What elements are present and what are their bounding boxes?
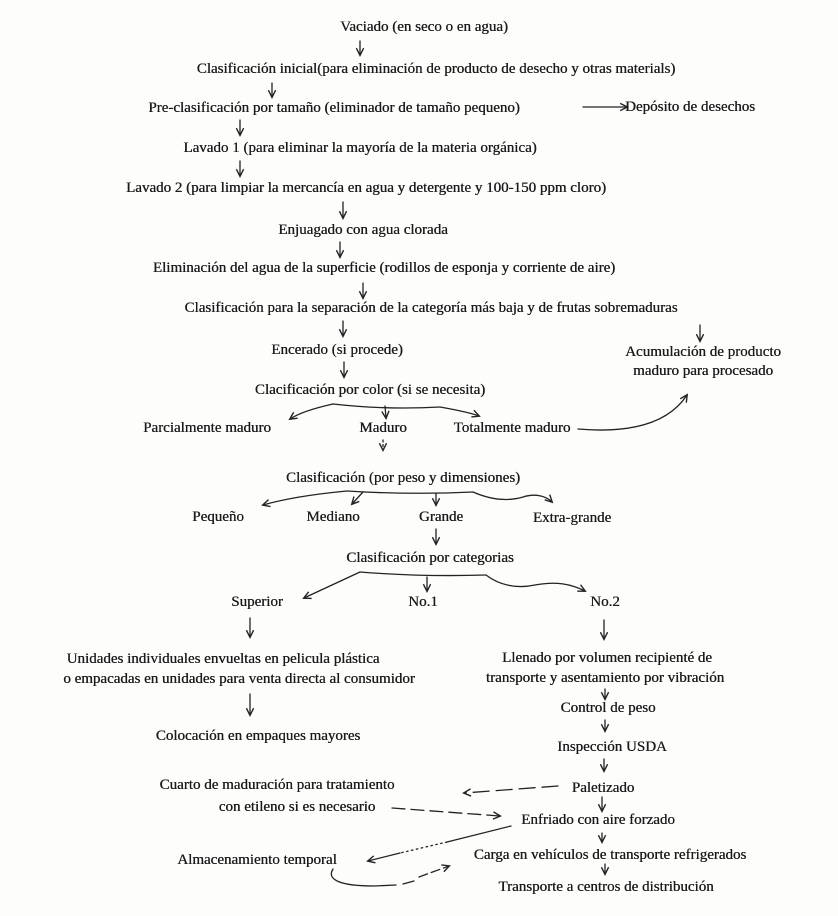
node-vaciado: Vaciado (en seco o en agua) [340, 19, 508, 35]
node-eliminacion-agua: Eliminación del agua de la superficie (rodillos de esponja y corriente de aire) [152, 260, 616, 276]
node-llenado-line1: Llenado por volumen recipienté de [502, 650, 712, 666]
node-no1: No.1 [408, 594, 438, 610]
edge-etileno-to-enfriado-dashed-arrow [392, 808, 500, 816]
edge-color-to-parcialmente-arrow [290, 404, 333, 419]
edge-peso-to-pequeno-arrow [263, 491, 347, 505]
node-no2: No.2 [590, 594, 620, 610]
edge-color-fan-bracket [333, 404, 440, 408]
node-mediano: Mediano [306, 509, 360, 525]
edge-color-to-maduro-arrow [385, 406, 386, 418]
node-enjuagado: Enjuagado con agua clorada [278, 222, 448, 238]
edge-color-to-totalmente-arrow [440, 407, 479, 416]
node-parcialmente-maduro: Parcialmente maduro [143, 420, 271, 436]
node-encerado: Encerado (si procede) [271, 342, 403, 358]
edge-peso-to-extragrande-arrow [473, 492, 552, 502]
edge-categorias-to-no2-arrow [486, 575, 585, 591]
edge-almacenamiento-to-carga-arrow [419, 866, 449, 877]
edge-almacenamiento-underline-curve [331, 869, 396, 886]
node-transporte: Transporte a centros de distribución [498, 879, 714, 895]
node-maduro: Maduro [359, 420, 407, 436]
node-clacificacion-color: Clacificación por color (si se necesita) [254, 382, 486, 398]
edge-totalmente-to-acumulacion-curve [578, 395, 687, 430]
node-control-peso: Control de peso [560, 700, 656, 716]
node-acumulacion-line2: maduro para procesado [633, 363, 773, 379]
node-cuarto-line2: con etileno si es necesario [218, 799, 376, 815]
node-unidades-line1: Unidades individuales envueltas en pelicula plástica [66, 651, 380, 667]
edge-categorias-to-superior-arrow [304, 572, 360, 598]
edge-enfriado-to-almacenamiento-arrowhead [368, 853, 400, 861]
node-enfriado: Enfriado con aire forzado [521, 812, 675, 828]
node-grande: Grande [418, 509, 464, 525]
node-pre-clasificacion: Pre-clasificación por tamaño (eliminador de tamaño pequeno) [148, 100, 520, 116]
node-almacenamiento: Almacenamiento temporal [177, 852, 337, 868]
edge-peso-fan-bracket [347, 491, 473, 493]
node-unidades-line2: o empacadas en unidades para venta directa al consumidor [63, 671, 415, 687]
node-carga: Carga en vehículos de transporte refrigerados [473, 847, 747, 863]
edge-paletizado-to-cuarto-dashed-arrow [464, 786, 558, 793]
node-clasificacion-inicial: Clasificación inicial(para eliminación de producto de desecho y otras materials) [196, 61, 676, 77]
node-lavado1: Lavado 1 (para eliminar la mayoría de la materia orgánica) [183, 140, 537, 156]
node-pequeno: Pequeño [192, 509, 244, 525]
node-deposito-desechos: Depósito de desechos [625, 99, 755, 115]
node-cuarto-line1: Cuarto de maduración para tratamiento [159, 777, 395, 793]
node-clasificacion-categorias: Clasificación por categorias [346, 550, 514, 566]
edge-enfriado-to-almacenamiento-dotted [400, 842, 447, 853]
edge-enfriado-to-almacenamiento-solid [447, 826, 511, 842]
node-superior: Superior [231, 594, 283, 610]
node-colocacion: Colocación en empaques mayores [155, 728, 361, 744]
edge-categorias-fan-bracket [360, 572, 486, 576]
node-acumulacion-line1: Acumulación de producto [625, 344, 781, 360]
edge-peso-to-mediano-arrow [352, 492, 363, 504]
node-clasificacion-separacion: Clasificación para la separación de la categoría más baja y de frutas sobremaduras [184, 300, 678, 316]
node-lavado2: Lavado 2 (para limpiar la mercancía en agua y detergente y 100-150 ppm cloro) [126, 180, 606, 196]
node-clasificacion-peso: Clasificación (por peso y dimensiones) [285, 470, 521, 486]
node-inspeccion-usda: Inspección USDA [557, 739, 667, 755]
edge-almacenamiento-curve-dash [403, 881, 414, 884]
node-llenado-line2: transporte y asentamiento por vibración [485, 670, 725, 686]
node-totalmente-maduro: Totalmente maduro [453, 420, 571, 436]
node-extra-grande: Extra-grande [532, 510, 612, 526]
node-paletizado: Paletizado [571, 780, 635, 796]
